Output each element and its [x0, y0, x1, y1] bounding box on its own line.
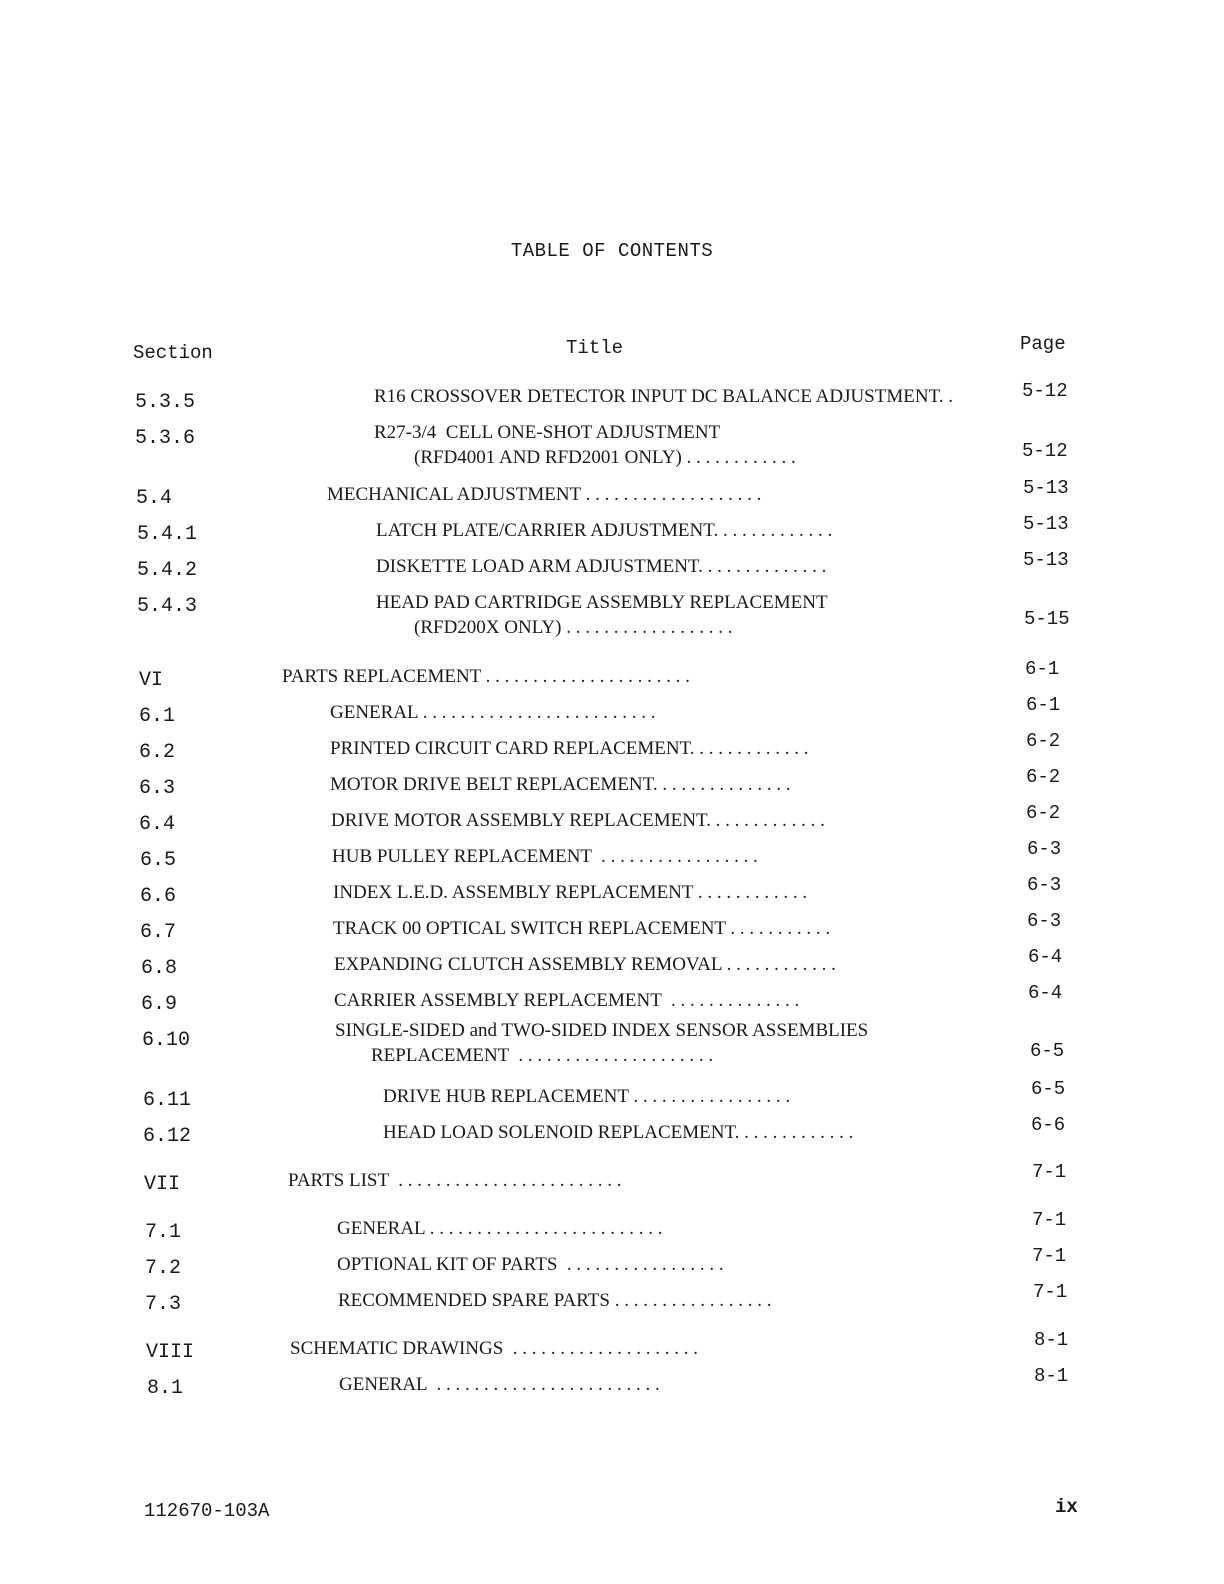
toc-entry-title: DRIVE HUB REPLACEMENT . . . . . . . . . . . . . . . . .: [383, 1086, 791, 1107]
toc-page-number: 6-4: [1028, 946, 1063, 968]
toc-section-number: 6.6: [140, 885, 177, 908]
toc-page-number: 6-5: [1031, 1078, 1066, 1100]
toc-entry-title: PARTS REPLACEMENT . . . . . . . . . . . . . . . . . . . . . .: [282, 666, 690, 687]
toc-page-number: 6-1: [1026, 694, 1061, 716]
toc-page-number: 7-1: [1033, 1281, 1068, 1303]
toc-section-number: 6.9: [141, 993, 178, 1016]
toc-entry-title: LATCH PLATE/CARRIER ADJUSTMENT. . . . . . . . . . . . .: [376, 520, 833, 541]
toc-section-number: 7.2: [145, 1257, 182, 1280]
toc-entry-title: HEAD PAD CARTRIDGE ASSEMBLY REPLACEMENT (RFD200X ONLY) . . . . . . . . . . . . . . . . . .: [376, 592, 828, 638]
toc-section-number: 7.1: [145, 1221, 182, 1244]
toc-section-number: 8.1: [147, 1377, 184, 1400]
toc-entry-title: SINGLE-SIDED and TWO-SIDED INDEX SENSOR ASSEMBLIES REPLACEMENT . . . . . . . . . . . . . . . . . . . . .: [335, 1020, 869, 1066]
toc-entry-title: RECOMMENDED SPARE PARTS . . . . . . . . . . . . . . . . .: [338, 1290, 772, 1311]
toc-entry-title: HEAD LOAD SOLENOID REPLACEMENT. . . . . . . . . . . . .: [383, 1122, 854, 1143]
page-number: ix: [1055, 1496, 1078, 1518]
toc-section-number: 6.3: [139, 777, 176, 800]
toc-entry-title: SCHEMATIC DRAWINGS . . . . . . . . . . . . . . . . . . . .: [290, 1338, 699, 1359]
toc-page-number: 6-5: [1030, 1040, 1065, 1062]
toc-section-number: 5.4.1: [137, 523, 198, 546]
toc-entry-title: DRIVE MOTOR ASSEMBLY REPLACEMENT. . . . . . . . . . . . .: [331, 810, 825, 831]
toc-row: [0, 1365, 1224, 1432]
toc-page-number: 6-2: [1026, 802, 1061, 824]
toc-section-number: VIII: [146, 1341, 195, 1364]
page-title: TABLE OF CONTENTS: [510, 240, 714, 262]
toc-section-number: 7.3: [145, 1293, 182, 1316]
toc-page-number: 7-1: [1032, 1245, 1067, 1267]
toc-entry-title: R27-3/4 CELL ONE-SHOT ADJUSTMENT (RFD4001 AND RFD2001 ONLY) . . . . . . . . . . . .: [374, 422, 796, 468]
toc-section-number: 5.4.3: [137, 595, 198, 618]
toc-section-number: 6.10: [142, 1029, 191, 1052]
toc-entry-title: CARRIER ASSEMBLY REPLACEMENT . . . . . . . . . . . . . .: [334, 990, 800, 1011]
toc-page-number: 6-6: [1031, 1114, 1066, 1136]
toc-section-number: 6.5: [140, 849, 177, 872]
toc-row: [0, 1020, 1224, 1084]
toc-entry-title: GENERAL . . . . . . . . . . . . . . . . . . . . . . . . .: [330, 702, 656, 723]
toc-page-number: 6-3: [1027, 910, 1062, 932]
toc-section-number: 6.1: [139, 705, 176, 728]
toc-entry-title: EXPANDING CLUTCH ASSEMBLY REMOVAL . . . . . . . . . . . .: [334, 954, 836, 975]
toc-page-number: 5-13: [1023, 477, 1069, 499]
toc-section-number: 5.4.2: [137, 559, 198, 582]
toc-page-number: 8-1: [1034, 1329, 1069, 1351]
toc-page-number: 8-1: [1034, 1365, 1069, 1387]
toc-section-number: 6.7: [140, 921, 177, 944]
toc-entry-title: R16 CROSSOVER DETECTOR INPUT DC BALANCE ADJUSTMENT. .: [374, 386, 954, 407]
toc-entry-title: OPTIONAL KIT OF PARTS . . . . . . . . . . . . . . . . .: [337, 1254, 724, 1275]
toc-page-number: 6-2: [1026, 730, 1061, 752]
toc-page-number: 6-2: [1026, 766, 1061, 788]
toc-page-number: 5-12: [1022, 440, 1068, 462]
toc-page-number: 5-13: [1023, 513, 1069, 535]
toc-row: [0, 590, 1224, 650]
toc-section-number: 6.2: [139, 741, 176, 764]
toc-entry-title: TRACK 00 OPTICAL SWITCH REPLACEMENT . . . . . . . . . . .: [333, 918, 831, 939]
column-header-title: Title: [566, 337, 624, 359]
toc-page-number: 6-1: [1025, 658, 1060, 680]
toc-entry-title: GENERAL . . . . . . . . . . . . . . . . . . . . . . . . .: [337, 1218, 663, 1239]
toc-row: [0, 422, 1224, 482]
toc-entry-title: MECHANICAL ADJUSTMENT . . . . . . . . . . . . . . . . . . .: [327, 484, 762, 505]
toc-page-number: 7-1: [1032, 1161, 1067, 1183]
toc-page-number: 6-3: [1027, 838, 1062, 860]
toc-page-number: 7-1: [1032, 1209, 1067, 1231]
toc-section-number: VII: [144, 1173, 181, 1196]
toc-section-number: 5.3.6: [135, 427, 196, 450]
toc-section-number: 6.11: [143, 1089, 192, 1112]
toc-entry-title: PARTS LIST . . . . . . . . . . . . . . . . . . . . . . . .: [288, 1170, 622, 1191]
toc-entry-title: DISKETTE LOAD ARM ADJUSTMENT. . . . . . . . . . . . . .: [376, 556, 827, 577]
toc-entry-title: HUB PULLEY REPLACEMENT . . . . . . . . . . . . . . . . .: [332, 846, 758, 867]
toc-page-number: 5-15: [1024, 608, 1070, 630]
toc-section-number: 6.12: [143, 1125, 192, 1148]
document-number: 112670-103A: [144, 1500, 270, 1522]
column-header-section: Section: [133, 342, 213, 364]
toc-page-number: 6-3: [1027, 874, 1062, 896]
toc-page-number: 5-13: [1023, 549, 1069, 571]
toc-section-number: VI: [139, 669, 164, 692]
toc-section-number: 5.4: [136, 487, 173, 510]
toc-section-number: 6.8: [141, 957, 178, 980]
toc-page-number: 5-12: [1022, 380, 1068, 402]
toc-entry-title: INDEX L.E.D. ASSEMBLY REPLACEMENT . . . . . . . . . . . .: [333, 882, 808, 903]
column-header-page: Page: [1020, 333, 1066, 355]
toc-section-number: 5.3.5: [135, 391, 196, 414]
toc-entry-title: PRINTED CIRCUIT CARD REPLACEMENT. . . . . . . . . . . . .: [330, 738, 809, 759]
toc-section-number: 6.4: [139, 813, 176, 836]
toc-page-number: 6-4: [1028, 982, 1063, 1004]
toc-entry-title: MOTOR DRIVE BELT REPLACEMENT. . . . . . . . . . . . . . .: [330, 774, 791, 795]
toc-entry-title: GENERAL . . . . . . . . . . . . . . . . . . . . . . . .: [339, 1374, 660, 1395]
